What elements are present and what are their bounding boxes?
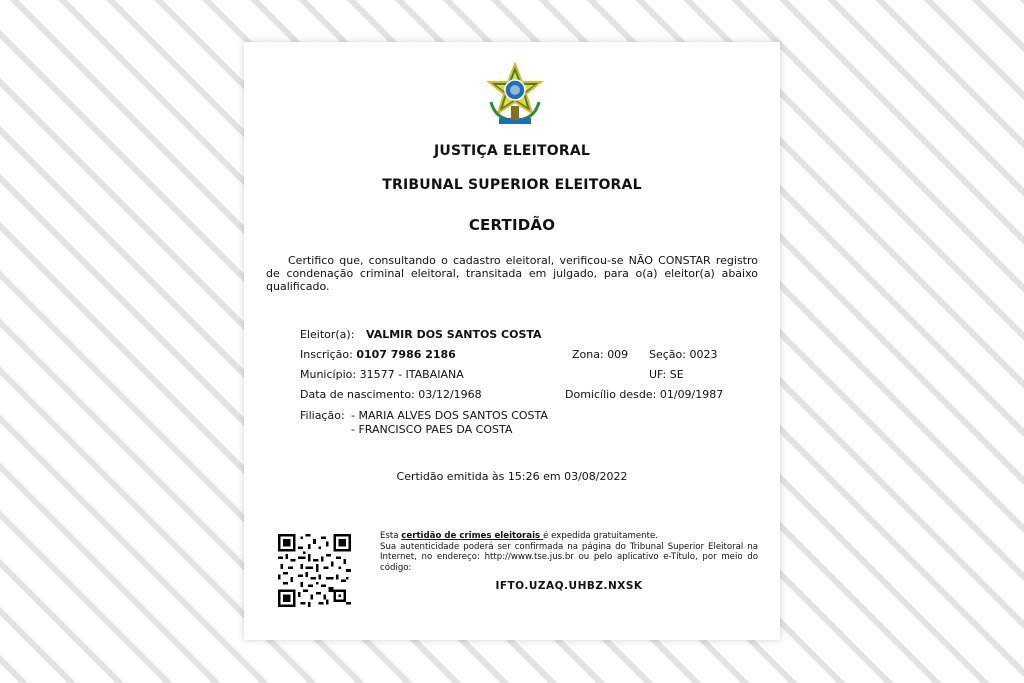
birthdate-row <box>300 388 482 401</box>
uf-value: SE <box>669 368 684 381</box>
verification-code: IFTO.UZAQ.UHBZ.NXSK <box>495 580 643 592</box>
domicilio-field <box>565 388 723 401</box>
verification-text: Sua autenticidade poderá ser confirmada na página do Tribunal Superior Eleitoral na Internet, no endereço: http://www.tse.jus.br ou pelo aplicativo e-Título, por meio do código: <box>380 541 758 573</box>
municipio-label: Município: <box>300 368 357 381</box>
domicilio-label: Domicílio desde: <box>565 388 657 401</box>
zona-label: Zona: <box>572 348 604 361</box>
secao-label: Seção: <box>649 348 686 361</box>
domicilio-value: 01/09/1987 <box>659 388 724 401</box>
certificate-document <box>244 42 780 640</box>
voter-name-row <box>300 328 542 341</box>
inscricao-value: 0107 7986 2186 <box>356 348 456 361</box>
heading-tse: TRIBUNAL SUPERIOR ELEITORAL <box>382 177 642 193</box>
voter-name-label: Eleitor(a): <box>300 328 355 341</box>
filiacao-mother: - MARIA ALVES DOS SANTOS COSTA <box>351 409 548 422</box>
birthdate-value: 03/12/1968 <box>418 388 482 401</box>
emission-timestamp: Certidão emitida às 15:26 em 03/08/2022 <box>396 470 628 483</box>
uf-field <box>649 368 684 381</box>
verification-info <box>380 531 758 573</box>
inscricao-row <box>300 348 456 361</box>
filiacao-father: - FRANCISCO PAES DA COSTA <box>351 423 513 436</box>
heading-justica-eleitoral: JUSTIÇA ELEITORAL <box>433 143 591 159</box>
secao-field <box>649 348 717 361</box>
certification-statement: Certifico que, consultando o cadastro eleitoral, verificou-se NÃO CONSTAR registro de condenação criminal eleitoral, transitada em julgado, para o(a) eleitor(a) abaixo qualificado. <box>266 254 758 293</box>
qr-code-icon <box>278 534 351 607</box>
footer-pre: Esta <box>380 531 402 541</box>
filiacao-label: Filiação: <box>300 409 345 422</box>
birthdate-label: Data de nascimento: <box>300 388 415 401</box>
uf-label: UF: <box>649 368 667 381</box>
certificate-type-link[interactable]: certidão de crimes eleitorais <box>401 531 544 541</box>
footer-post: é expedida gratuitamente. <box>543 531 659 541</box>
secao-value: 0023 <box>689 348 718 361</box>
brasil-coat-of-arms-icon <box>481 62 549 130</box>
zona-value: 009 <box>607 348 629 361</box>
inscricao-label: Inscrição: <box>300 348 353 361</box>
document-title: CERTIDÃO <box>468 216 556 234</box>
zona-field <box>572 348 628 361</box>
municipio-value: 31577 - ITABAIANA <box>359 368 464 381</box>
municipio-row <box>300 368 464 381</box>
voter-name: VALMIR DOS SANTOS COSTA <box>365 328 542 341</box>
